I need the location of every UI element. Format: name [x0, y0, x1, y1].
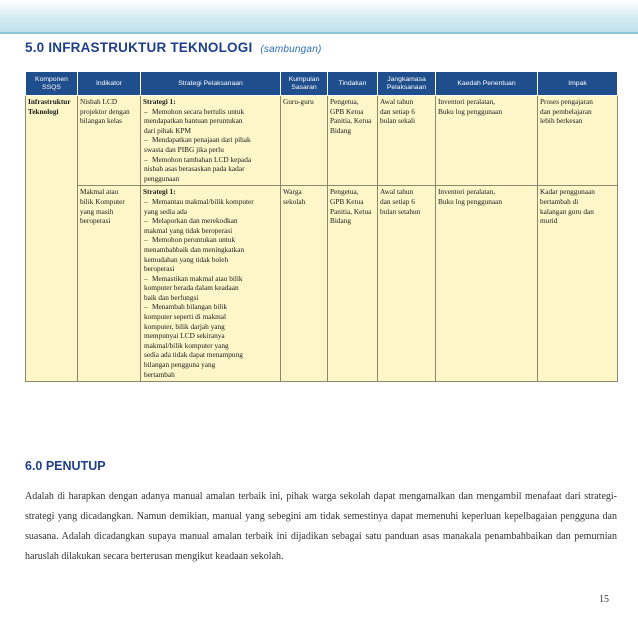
cell-line: Teknologi [28, 106, 59, 116]
cell-line: Panitia, Ketua [330, 116, 372, 126]
strategy-item [143, 302, 278, 379]
strategy-item-text: beroperasi [144, 264, 175, 274]
section-subtitle: (sambungan) [260, 44, 322, 55]
strategy-item-text: Memohon peruntukan untuk [152, 235, 236, 245]
dash-bullet: – [144, 302, 148, 312]
strategy-item-line [144, 144, 278, 155]
strategy-item-text: Melaporkan dan merekodkan [152, 216, 238, 226]
cell-line: dan pembelajaran [540, 106, 592, 116]
strategy-item [143, 197, 278, 216]
top-banner-rule [0, 32, 638, 34]
strategy-item-line [144, 206, 278, 217]
cell-line: bilangan kelas [80, 116, 122, 126]
cell-indikator [78, 186, 141, 382]
strategy-item-text: Mendapatkan penajaan dari pihak [152, 135, 251, 145]
strategy-item-text: mendapatkan bantuan peruntukan [144, 116, 243, 126]
strategy-item-text: Memantau makmal/bilik komputer [152, 196, 254, 206]
strategy-item-text: dari pihak KPM [144, 125, 192, 135]
section-title-text: 5.0 INFRASTRUKTUR TEKNOLOGI [25, 40, 253, 55]
strategy-heading: Strategi 1: [143, 97, 176, 106]
table-body [26, 96, 618, 382]
strategy-item-line [144, 350, 278, 360]
cell-line: beroperasi [80, 216, 111, 226]
strategy-item-line [144, 106, 278, 117]
strategy-item-line [144, 273, 278, 284]
cell-line: yang masih [80, 206, 114, 216]
cell-line: Pengetua, [330, 187, 359, 197]
strategy-item-text: swasta dan PIBG jika perlu [144, 144, 224, 154]
strategy-item-line [144, 216, 278, 226]
strategy-item-text: Memastikan makmal atau bilik [152, 273, 243, 283]
cell-line: kalangan guru dan [540, 206, 594, 216]
table-row [26, 186, 618, 382]
cell-line: lebih berkesan [540, 116, 583, 126]
cell-line: dan setiap 6 [380, 196, 415, 206]
strategy-item-line [144, 225, 278, 236]
cell-jangkamasa [378, 186, 436, 382]
cell-line: Awal tahun [380, 97, 414, 106]
dash-bullet: – [144, 106, 148, 116]
strategy-item-text: nisbah asas berasaskan pada kadar [144, 164, 245, 174]
cell-line: Bidang [330, 216, 352, 226]
cell-line: Pengetua, [330, 97, 359, 106]
strategy-item-line [144, 264, 278, 274]
strategy-item-text: sedia ada tidak dapat menampung [144, 350, 243, 360]
cell-line: Inventori peralatan, [438, 187, 496, 197]
strategy-item-line [144, 196, 278, 207]
top-banner [0, 0, 638, 32]
strategy-heading: Strategi 1: [143, 187, 176, 197]
table-header-row [26, 72, 618, 96]
strategy-item-line [144, 116, 278, 126]
cell-sasaran [281, 96, 328, 186]
strategy-item-line [144, 154, 278, 165]
strategy-item [143, 107, 278, 136]
strategy-item-line [144, 173, 278, 184]
strategy-item-line [144, 135, 278, 145]
cell-line: Nisbah LCD [80, 97, 118, 106]
dash-bullet: – [144, 235, 148, 245]
strategy-item-text: Memohon secara bertulis untuk [152, 106, 245, 116]
cell-line: bilik Komputer [80, 196, 125, 206]
cell-line: GPB Ketua [330, 196, 364, 206]
cell-line: projektor dengan [80, 106, 130, 116]
strategy-item-text: bilangan pengguna yang [144, 360, 216, 370]
cell-line: Proses pengajaran [540, 97, 593, 106]
cell-jangkamasa [378, 96, 436, 186]
strategy-item-line [144, 340, 278, 351]
strategy-item-text: komputer seperti di makmal [144, 312, 227, 322]
cell-line: Awal tahun [380, 187, 414, 197]
strategy-item-line [144, 235, 278, 245]
header-jangkamasa: Jangkamasa Pelaksanaan [378, 72, 436, 96]
cell-line: dan setiap 6 [380, 106, 415, 116]
strategy-item [143, 155, 278, 184]
strategy-item-line [144, 283, 278, 293]
cell-line: Guru-guru [283, 97, 314, 106]
cell-sasaran [281, 186, 328, 382]
cell-indikator [78, 96, 141, 186]
strategy-item [143, 216, 278, 235]
strategy-item-line [144, 254, 278, 265]
strategy-item-line [144, 369, 278, 380]
strategy-item-text: menambahbaik dan meningkatkan [144, 244, 245, 254]
cell-komponen [26, 96, 78, 382]
strategy-item-text: mempunyai LCD sekiranya [144, 331, 225, 341]
strategy-item [143, 274, 278, 303]
cell-line: bulan setahun [380, 206, 421, 216]
strategy-item-text: penggunaan [144, 173, 180, 183]
strategy-item [143, 135, 278, 154]
cell-line: Buku log penggunaan [438, 196, 503, 206]
cell-line: Infrastruktur [28, 97, 71, 106]
header-kumpulan-sasaran: Kumpulan Sasaran [281, 72, 328, 96]
page-number: 15 [599, 594, 609, 605]
strategy-item-text: Menambah bilangan bilik [152, 302, 227, 312]
section-title [25, 40, 321, 55]
strategy-item-line [144, 164, 278, 174]
strategy-item-text: komputer, bilik darjah yang [144, 321, 225, 331]
dash-bullet: – [144, 273, 148, 283]
cell-line: GPB Ketua [330, 106, 364, 116]
header-indikator: Indikator [78, 72, 141, 96]
cell-strategi [141, 96, 281, 186]
strategy-item-text: makmal/bilik komputer yang [144, 340, 229, 350]
strategy-item-text: baik dan berfungsi [144, 292, 199, 302]
header-tindakan: Tindakan [328, 72, 378, 96]
header-kaedah: Kaedah Penentuan [436, 72, 538, 96]
header-komponen: Komponen SSQS [26, 72, 78, 96]
cell-tindakan [328, 186, 378, 382]
strategy-table [25, 71, 618, 382]
cell-line: Inventori peralatan, [438, 97, 496, 106]
cell-line: bulan sekali [380, 116, 416, 126]
cell-impak [538, 186, 618, 382]
strategy-item-text: kemudahan yang tidak boleh [144, 254, 229, 264]
cell-line: Kadar penggunaan [540, 187, 595, 197]
cell-strategi [141, 186, 281, 382]
cell-line: Makmal atau [80, 187, 119, 197]
strategy-item-line [144, 125, 278, 136]
cell-kaedah [436, 96, 538, 186]
cell-impak [538, 96, 618, 186]
cell-line: Buku log penggunaan [438, 106, 503, 116]
cell-line: Warga [283, 187, 302, 197]
strategy-item-line [144, 312, 278, 322]
strategy-item [143, 235, 278, 273]
strategy-item-line [144, 302, 278, 312]
strategy-item-line [144, 244, 278, 255]
strategy-item-line [144, 321, 278, 332]
dash-bullet: – [144, 154, 148, 164]
cell-line: Bidang [330, 125, 352, 135]
cell-line: murid [540, 216, 558, 226]
cell-tindakan [328, 96, 378, 186]
strategy-item-text: Memohon tambahan LCD kepada [152, 154, 252, 164]
cell-line: bertambah di [540, 196, 579, 206]
dash-bullet: – [144, 216, 148, 226]
strategy-item-text: makmal yang tidak beroperasi [144, 225, 233, 235]
table-row [26, 96, 618, 186]
header-impak: Impak [538, 72, 618, 96]
strategy-item-line [144, 331, 278, 341]
cell-line: sekolah [283, 196, 306, 206]
cell-kaedah [436, 186, 538, 382]
penutup-title: 6.0 PENUTUP [25, 459, 106, 473]
cell-line: Panitia, Ketua [330, 206, 372, 216]
dash-bullet: – [144, 196, 148, 206]
dash-bullet: – [144, 135, 148, 145]
strategy-item-text: yang sedia ada [144, 206, 187, 216]
strategy-item-line [144, 292, 278, 303]
header-strategi: Strategi Pelaksanaan [141, 72, 281, 96]
strategy-item-line [144, 360, 278, 370]
penutup-paragraph: Adalah di harapkan dengan adanya manual amalan terbaik ini, pihak warga sekolah dapat mengamalkan dan mengambil menafaat dari strategi-strategi yang dicadangkan. Namun demikian, manual yang sebegini am tidak semestinya dapat memenuhi keperluan kepelbagaian pengguna dan suasana. Adalah dicadangkan supaya manual amalan terbaik ini dijadikan sebagai satu panduan asas manakala penambahbaikan dan pemurnian haruslah dilakukan secara berterusan mengikut keadaan sekolah. [25, 491, 617, 562]
strategy-item-text: komputer berada dalam keadaan [144, 283, 239, 293]
strategy-item-text: bertambah [144, 369, 175, 379]
